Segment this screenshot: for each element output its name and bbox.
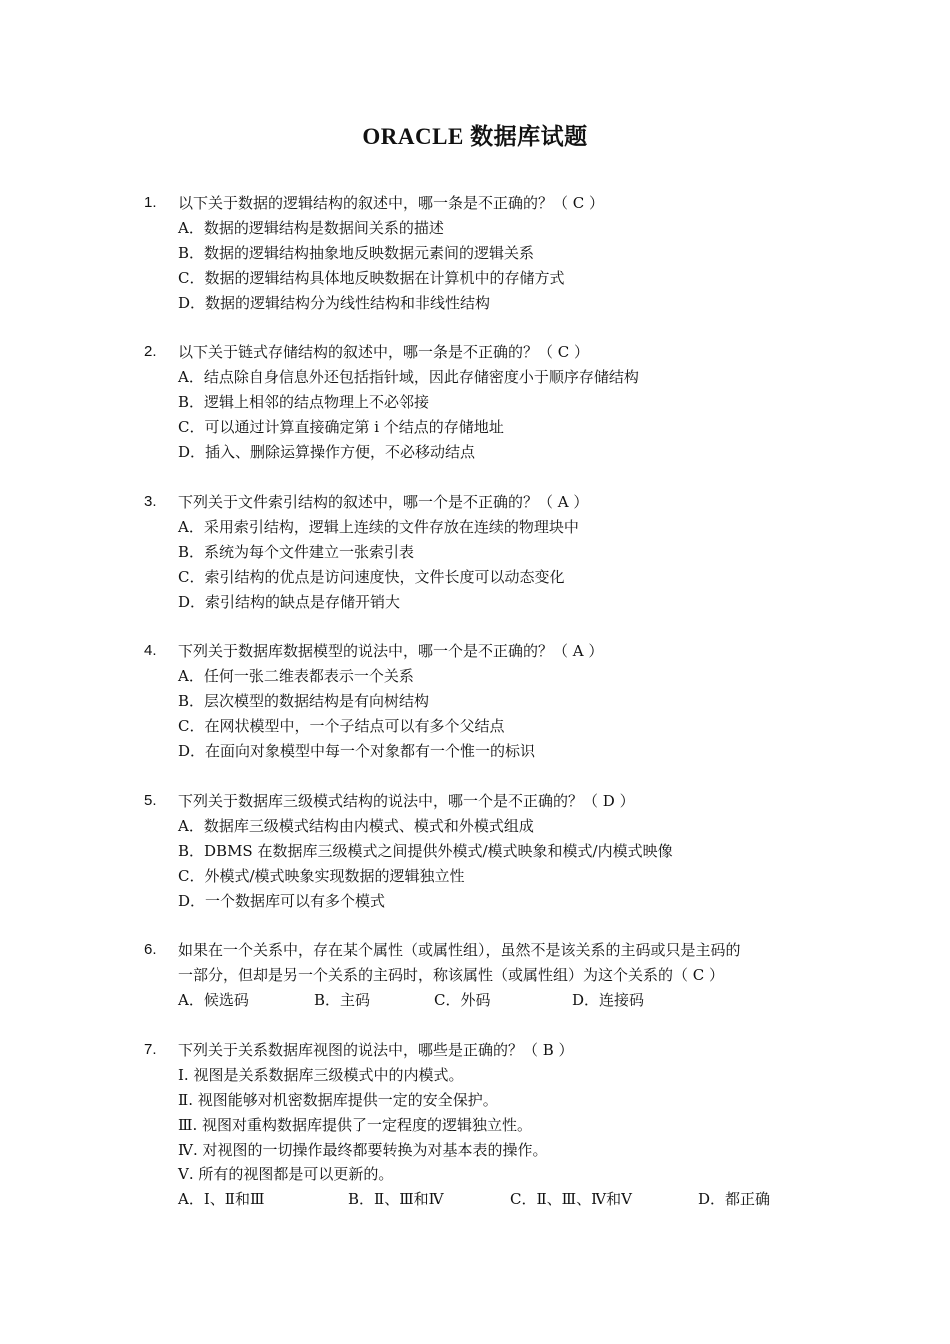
option-c: C．Ⅱ、Ⅲ、Ⅳ和Ⅴ [510,1190,632,1208]
option-c: C．可以通过计算直接确定第 i 个结点的存储地址 [178,418,504,436]
option-d: D．插入、删除运算操作方便，不必移动结点 [178,443,476,461]
statement-1: Ⅰ. 视图是关系数据库三级模式中的内模式。 [178,1066,464,1084]
option-d: D．连接码 [572,991,645,1009]
option-d: D．都正确 [698,1190,771,1208]
option-c: C．数据的逻辑结构具体地反映数据在计算机中的存储方式 [178,269,565,287]
statement-2: Ⅱ. 视图能够对机密数据库提供一定的安全保护。 [178,1091,498,1109]
option-a: A．候选码 [178,991,249,1009]
question-text: 下列关于数据库数据模型的说法中，哪一个是不正确的？（ A ） [178,642,604,660]
option-d: D．数据的逻辑结构分为线性结构和非线性结构 [178,294,491,312]
statement-5: Ⅴ. 所有的视图都是可以更新的。 [178,1165,394,1183]
question-text: 一部分，但却是另一个关系的主码时，称该属性（或属性组）为这个关系的（ C ） [178,966,725,984]
document-title: ORACLE 数据库试题 [362,124,588,149]
option-c: C．外模式/模式映象实现数据的逻辑独立性 [178,867,465,885]
option-a: A．任何一张二维表都表示一个关系 [178,667,414,685]
option-b: B．层次模型的数据结构是有向树结构 [178,692,430,710]
question-number: 4. [144,642,157,659]
option-b: B．主码 [314,991,371,1009]
question-text: 以下关于链式存储结构的叙述中，哪一条是不正确的？（ C ） [178,343,590,361]
question-text: 下列关于数据库三级模式结构的说法中，哪一个是不正确的？（ D ） [178,792,635,810]
question-number: 1. [144,194,157,211]
option-b: B．系统为每个文件建立一张索引表 [178,543,415,561]
statement-3: Ⅲ. 视图对重构数据库提供了一定程度的逻辑独立性。 [178,1116,533,1134]
question-number: 5. [144,792,157,809]
question-number: 6. [144,941,157,958]
option-b: B．数据的逻辑结构抽象地反映数据元素间的逻辑关系 [178,244,535,262]
question-number: 2. [144,343,157,360]
option-c: C．在网状模型中，一个子结点可以有多个父结点 [178,717,505,735]
question-text: 下列关于关系数据库视图的说法中，哪些是正确的？（ B ） [178,1041,574,1059]
option-b: B．Ⅱ、Ⅲ和Ⅳ [348,1190,444,1208]
option-a: A．数据库三级模式结构由内模式、模式和外模式组成 [178,817,534,835]
option-b: B．DBMS 在数据库三级模式之间提供外模式/模式映象和模式/内模式映像 [178,842,673,860]
question-number: 7. [144,1041,157,1058]
question-text: 以下关于数据的逻辑结构的叙述中，哪一条是不正确的？（ C ） [178,194,605,212]
question-number: 3. [144,493,157,510]
option-a: A．结点除自身信息外还包括指针域，因此存储密度小于顺序存储结构 [178,368,639,386]
option-b: B．逻辑上相邻的结点物理上不必邻接 [178,393,430,411]
option-d: D．一个数据库可以有多个模式 [178,892,386,910]
option-d: D．在面向对象模型中每一个对象都有一个惟一的标识 [178,742,536,760]
option-c: C．外码 [434,991,491,1009]
question-text: 如果在一个关系中，存在某个属性（或属性组），虽然不是该关系的主码或只是主码的 [178,941,741,959]
option-c: C．索引结构的优点是访问速度快，文件长度可以动态变化 [178,568,565,586]
option-d: D．索引结构的缺点是存储开销大 [178,593,401,611]
option-a: A．Ⅰ、Ⅱ和Ⅲ [178,1190,265,1208]
question-text: 下列关于文件索引结构的叙述中，哪一个是不正确的？（ A ） [178,493,589,511]
option-a: A．采用索引结构，逻辑上连续的文件存放在连续的物理块中 [178,518,579,536]
statement-4: Ⅳ. 对视图的一切操作最终都要转换为对基本表的操作。 [178,1141,548,1159]
option-a: A．数据的逻辑结构是数据间关系的描述 [178,219,444,237]
